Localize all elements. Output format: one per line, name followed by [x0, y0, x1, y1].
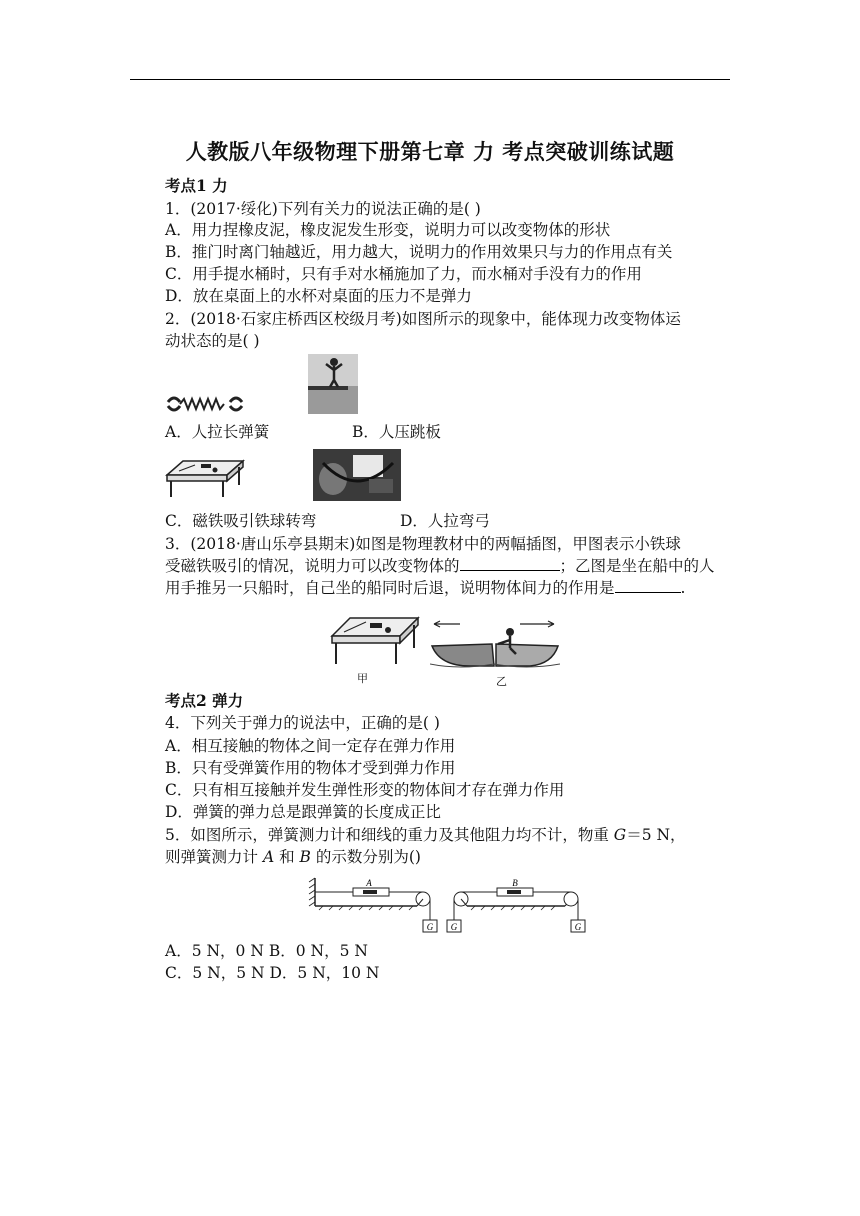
caption-jia: 甲 — [357, 672, 368, 685]
q4-option-d: D．弹簧的弹力总是跟弹簧的长度成正比 — [165, 803, 441, 821]
q5-line1-text-a: 5．如图所示，弹簧测力计和细线的重力及其他阻力均不计，物重 — [165, 826, 614, 844]
q5-var-a: A — [262, 848, 275, 866]
q1-option-d: D．放在桌面上的水杯对桌面的压力不是弹力 — [165, 287, 472, 305]
q4-stem: 4．下列关于弹力的说法中，正确的是( ) — [165, 714, 440, 732]
q5-line2-text-b: 和 — [274, 848, 300, 866]
header-rule — [130, 79, 730, 80]
q5-var-b: B — [299, 848, 311, 866]
section-heading-force: 考点1 力 — [165, 176, 228, 195]
q3-line2 — [165, 556, 715, 576]
q3-line2-text-a: 受磁铁吸引的情况，说明力可以改变物体的 — [165, 557, 460, 575]
q5-options-row1: A．5 N，0 N B．0 N，5 N — [165, 942, 368, 960]
spring-scale-diagram — [305, 872, 595, 936]
q1-stem: 1．(2017·绥化)下列有关力的说法正确的是( ) — [165, 200, 481, 218]
q2-stem-line2: 动状态的是( ) — [165, 332, 260, 350]
q5-line2-text-a: 则弹簧测力计 — [165, 848, 263, 866]
q1-option-c: C．用手提水桶时，只有手对水桶施加了力，而水桶对手没有力的作用 — [165, 265, 642, 283]
q5-line1-text-b: ＝5 N， — [626, 826, 686, 844]
q3-line1: 3．(2018·唐山乐亭县期末)如图是物理教材中的两幅插图，甲图表示小铁球 — [165, 535, 681, 553]
q3-line3-text-b: . — [680, 579, 686, 597]
spring-pull-figure — [165, 392, 245, 418]
q2-option-c: C．磁铁吸引铁球转弯 — [165, 512, 317, 530]
diving-board-figure — [308, 354, 358, 414]
magnet-ball-figure-jia — [330, 612, 420, 667]
fig-label-a: A — [366, 878, 372, 888]
q3-blank-1 — [460, 556, 560, 571]
page-title: 人教版八年级物理下册第七章 力 考点突破训练试题 — [185, 139, 675, 164]
caption-yi: 乙 — [496, 675, 507, 688]
q5-options-row2: C．5 N，5 N D．5 N，10 N — [165, 964, 380, 982]
section-heading-elastic: 考点2 弹力 — [165, 691, 244, 710]
q1-option-a: A．用力捏橡皮泥，橡皮泥发生形变，说明力可以改变物体的形状 — [165, 221, 611, 239]
q3-line3-text-a: 用手推另一只船时，自己坐的船同时后退，说明物体间力的作用是 — [165, 579, 615, 597]
q5-line1 — [165, 825, 686, 845]
q4-option-c: C．只有相互接触并发生弹性形变的物体间才存在弹力作用 — [165, 781, 565, 799]
q5-line2-text-c: 的示数分别为() — [310, 848, 421, 866]
q2-stem-line1: 2．(2018·石家庄桥西区校级月考)如图所示的现象中，能体现力改变物体运 — [165, 310, 681, 328]
q2-option-a: A．人拉长弹簧 — [165, 423, 270, 441]
q2-option-b: B．人压跳板 — [352, 423, 441, 441]
fig-label-g-2: G — [450, 922, 458, 932]
bow-pull-figure — [313, 449, 401, 501]
boats-figure-yi — [430, 614, 560, 670]
magnet-ball-figure — [165, 455, 245, 500]
fig-label-g-3: G — [574, 922, 582, 932]
q4-option-a: A．相互接触的物体之间一定存在弹力作用 — [165, 737, 456, 755]
fig-label-g-1: G — [426, 922, 434, 932]
q1-option-b: B．推门时离门轴越近，用力越大，说明力的作用效果只与力的作用点有关 — [165, 243, 673, 261]
fig-label-b: B — [512, 878, 518, 888]
q3-line2-text-b: ；乙图是坐在船中的人 — [559, 557, 715, 575]
q3-line3 — [165, 578, 685, 598]
q2-option-d: D．人拉弯弓 — [400, 512, 490, 530]
q5-line2 — [165, 847, 421, 867]
q4-option-b: B．只有受弹簧作用的物体才受到弹力作用 — [165, 759, 456, 777]
q5-var-g: G — [613, 826, 627, 844]
q3-blank-2 — [615, 578, 681, 593]
